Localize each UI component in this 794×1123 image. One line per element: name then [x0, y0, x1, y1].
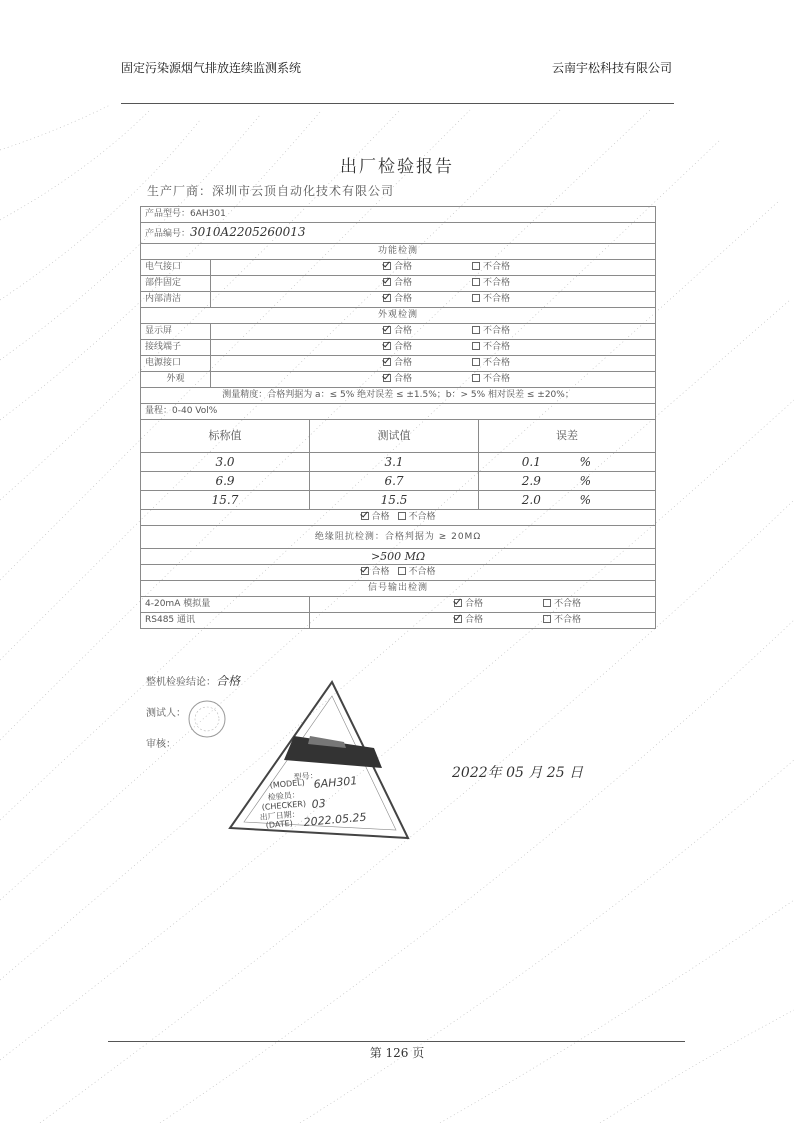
- appearance-section-title: 外观检测: [141, 308, 656, 324]
- pass-label: 合格: [394, 278, 413, 288]
- accuracy-note-row: [141, 388, 656, 404]
- function-section-row: [141, 244, 656, 260]
- conclusion-value: 合格: [216, 674, 241, 688]
- header-error: 误差: [479, 420, 656, 453]
- error-value: 2.9: [521, 474, 541, 488]
- pass-checkbox: [383, 358, 391, 366]
- fail-label: 不合格: [483, 358, 511, 368]
- measured-value: 15.5: [310, 491, 479, 510]
- pass-label: 合格: [371, 567, 390, 577]
- pass-checkbox: [383, 326, 391, 334]
- appearance-item-label: 接线端子: [141, 340, 211, 356]
- fail-label: 不合格: [483, 374, 511, 384]
- range-row: [141, 404, 656, 420]
- pass-checkbox: [361, 512, 369, 520]
- pass-checkbox: [383, 262, 391, 270]
- measure-header-row: [141, 420, 656, 453]
- stamp-checker-en: (CHECKER): [261, 799, 307, 812]
- function-item-row: [141, 292, 656, 308]
- function-item-row: [141, 260, 656, 276]
- function-item-label: 部件固定: [141, 276, 211, 292]
- fail-label: 不合格: [483, 278, 511, 288]
- pass-label: 合格: [394, 294, 413, 304]
- error-unit: %: [579, 474, 592, 488]
- inspection-table: [140, 206, 656, 629]
- pass-label: 合格: [394, 342, 413, 352]
- fail-checkbox: [472, 262, 480, 270]
- insulation-section-title: 绝缘阻抗检测：合格判据为 ≥ 20MΩ: [141, 526, 656, 549]
- nominal-value: 3.0: [141, 453, 310, 472]
- function-item-label: 内部清洁: [141, 292, 211, 308]
- fail-label: 不合格: [483, 326, 511, 336]
- qc-stamp: [224, 676, 414, 844]
- model-row: [141, 207, 656, 223]
- header-rule: [121, 103, 674, 104]
- stamp-date-label: 出厂日期：: [259, 809, 301, 822]
- appearance-item-row: [141, 356, 656, 372]
- measure-row: [141, 491, 656, 510]
- measure-row: [141, 453, 656, 472]
- pass-checkbox: [454, 599, 462, 607]
- tester-label: 测试人：: [146, 708, 186, 719]
- appearance-section-row: [141, 308, 656, 324]
- tester-seal: [186, 698, 228, 740]
- stamp-model-en: (MODEL): [269, 777, 306, 790]
- serial-label: 产品编号：: [145, 229, 191, 239]
- fail-checkbox: [472, 278, 480, 286]
- model-label: 产品型号：: [145, 209, 191, 219]
- serial-value: 3010A2205260013: [190, 225, 306, 239]
- header-nominal: 标称值: [141, 420, 310, 453]
- serial-row: [141, 223, 656, 244]
- accuracy-result-row: [141, 510, 656, 526]
- measured-value: 3.1: [310, 453, 479, 472]
- model-value: 6AH301: [190, 209, 226, 219]
- appearance-item-label: 显示屏: [141, 324, 211, 340]
- header-right: 云南宇松科技有限公司: [551, 61, 672, 75]
- pass-checkbox: [383, 374, 391, 382]
- stamp-date-en: (DATE): [265, 818, 294, 830]
- appearance-item-row: [141, 340, 656, 356]
- page-number: 第 126 页: [369, 1046, 425, 1060]
- insulation-value: >500 MΩ: [141, 549, 656, 565]
- fail-checkbox: [472, 374, 480, 382]
- insulation-section-row: [141, 526, 656, 549]
- error-unit: %: [579, 493, 592, 507]
- signal-item-label: 4-20mA 模拟量: [141, 597, 310, 613]
- pass-label: 合格: [465, 599, 484, 609]
- fail-label: 不合格: [483, 342, 511, 352]
- pass-label: 合格: [394, 374, 413, 384]
- nominal-value: 15.7: [141, 491, 310, 510]
- error-value: 0.1: [521, 455, 541, 469]
- insulation-result-row: [141, 565, 656, 581]
- fail-checkbox: [472, 342, 480, 350]
- appearance-item-row: [141, 324, 656, 340]
- fail-label: 不合格: [408, 512, 436, 522]
- function-item-label: 电气接口: [141, 260, 211, 276]
- fail-checkbox: [472, 358, 480, 366]
- signal-section-row: [141, 581, 656, 597]
- fail-label: 不合格: [483, 262, 511, 272]
- fail-label: 不合格: [483, 294, 511, 304]
- fail-checkbox: [398, 567, 406, 575]
- error-value: 2.0: [521, 493, 541, 507]
- function-item-row: [141, 276, 656, 292]
- footer-rule: [108, 1041, 685, 1042]
- fail-checkbox: [543, 615, 551, 623]
- fail-label: 不合格: [554, 615, 582, 625]
- fail-checkbox: [398, 512, 406, 520]
- signal-item-label: RS485 通讯: [141, 613, 310, 629]
- fail-checkbox: [543, 599, 551, 607]
- appearance-item-label: 外观: [141, 372, 211, 388]
- stamp-model-value: 6AH301: [313, 774, 358, 791]
- reviewer-label: 审核：: [146, 739, 176, 750]
- signal-section-title: 信号输出检测: [141, 581, 656, 597]
- range-label: 量程：0-40 Vol%: [141, 404, 656, 420]
- insulation-value-row: [141, 549, 656, 565]
- signal-item-row: [141, 613, 656, 629]
- pass-label: 合格: [394, 262, 413, 272]
- pass-label: 合格: [394, 326, 413, 336]
- page-title: 出厂检验报告: [340, 157, 454, 177]
- pass-label: 合格: [465, 615, 484, 625]
- appearance-item-row: [141, 372, 656, 388]
- fail-label: 不合格: [408, 567, 436, 577]
- stamp-checker-value: 03: [311, 796, 327, 811]
- pass-label: 合格: [371, 512, 390, 522]
- signal-item-row: [141, 597, 656, 613]
- fail-checkbox: [472, 294, 480, 302]
- pass-checkbox: [361, 567, 369, 575]
- report-date: 2022年 05 月 25 日: [452, 765, 584, 781]
- measure-row: [141, 472, 656, 491]
- manufacturer-line: 生产厂商：深圳市云顶自动化技术有限公司: [147, 184, 395, 198]
- conclusion-label: 整机检验结论：: [146, 677, 216, 688]
- stamp-model-label: 型号：: [293, 770, 319, 782]
- accuracy-note: 测量精度：合格判据为 a：≤ 5% 绝对误差 ≤ ±1.5%；b：> 5% 相对误差 ≤ ±20%；: [141, 388, 656, 404]
- pass-label: 合格: [394, 358, 413, 368]
- stamp-date-value: 2022.05.25: [303, 810, 368, 829]
- error-unit: %: [579, 455, 592, 469]
- pass-checkbox: [383, 342, 391, 350]
- header-left: 固定污染源烟气排放连续监测系统: [121, 61, 302, 75]
- function-section-title: 功能检测: [141, 244, 656, 260]
- header-measured: 测试值: [310, 420, 479, 453]
- nominal-value: 6.9: [141, 472, 310, 491]
- appearance-item-label: 电源接口: [141, 356, 211, 372]
- measured-value: 6.7: [310, 472, 479, 491]
- fail-checkbox: [472, 326, 480, 334]
- pass-checkbox: [383, 278, 391, 286]
- pass-checkbox: [454, 615, 462, 623]
- pass-checkbox: [383, 294, 391, 302]
- fail-label: 不合格: [554, 599, 582, 609]
- stamp-checker-label: 检验员：: [267, 790, 301, 802]
